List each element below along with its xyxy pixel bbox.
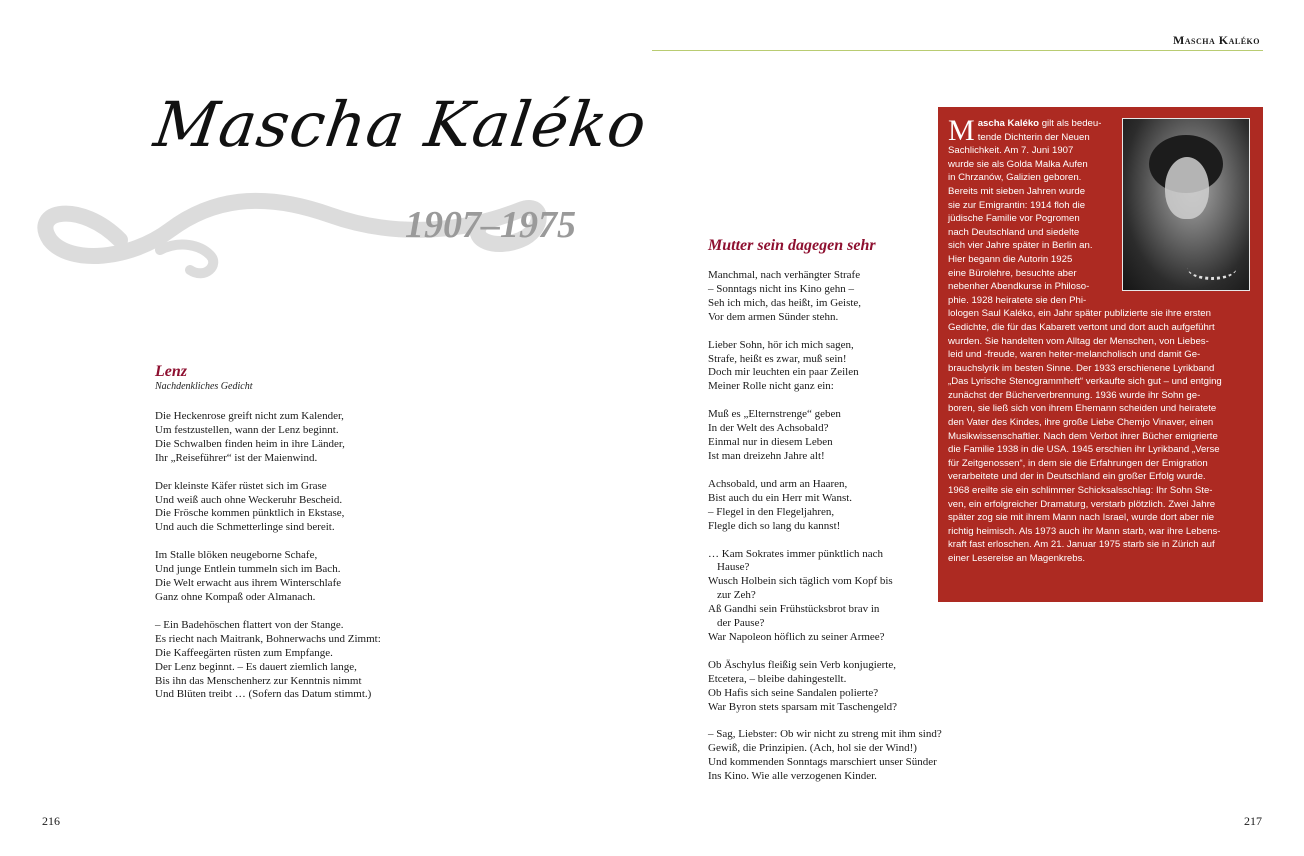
poem-line: Und kommenden Sonntags marschiert unser Sünder <box>708 756 937 769</box>
biography-lead-rest: gilt als bedeu- <box>1039 118 1102 129</box>
poem-line: – Flegel in den Flegeljahren, <box>708 505 835 518</box>
poem-lenz <box>155 363 381 716</box>
biography-line: verarbeitete und der in Deutschland ein großer Erfolg wurde. <box>948 471 1206 483</box>
poem-line: Im Stalle blöken neugeborne Schafe, <box>155 549 318 562</box>
biography-box <box>938 107 1263 602</box>
stanza <box>708 269 942 325</box>
poem-line: Ihr „Reiseführer“ ist der Maienwind. <box>155 451 318 464</box>
biography-line: Bereits mit sieben Jahren wurde <box>948 185 1086 197</box>
poem-line: Etcetera, – bleibe dahingestellt. <box>708 672 847 685</box>
poem-line: War Napoleon höflich zu seiner Armee? <box>708 630 885 643</box>
poem-line: Der kleinste Käfer rüstet sich im Grase <box>155 479 327 492</box>
stanza <box>708 478 942 534</box>
poem-line: – Sonntags nicht ins Kino gehn – <box>708 282 855 295</box>
poem-line: der Pause? <box>717 617 765 630</box>
stanza <box>708 548 942 645</box>
poem-line: – Sag, Liebster: Ob wir nicht zu streng mit ihm sind? <box>708 728 942 741</box>
poem-line: Aß Gandhi sein Frühstücksbrot brav in <box>708 603 880 616</box>
page-title: Mascha Kaléko <box>149 88 652 161</box>
poem-line: Es riecht nach Maitrank, Bohnerwachs und Zimmt: <box>155 632 381 645</box>
biography-line: Hier begann die Autorin 1925 <box>948 253 1073 265</box>
poem-line: Strafe, heißt es zwar, muß sein! <box>708 352 847 365</box>
biography-line: „Das Lyrische Stenogrammheft“ verkaufte sich gut – und entging <box>948 376 1222 388</box>
poem-line: Seh ich mich, das heißt, im Geiste, <box>708 296 862 309</box>
biography-line: einer Lesereise an Magenkrebs. <box>948 553 1086 564</box>
poem-line: … Kam Sokrates immer pünktlich nach <box>708 547 884 560</box>
biography-line: sich vier Jahre später in Berlin an. <box>948 240 1093 252</box>
life-years: 1907–1975 <box>405 204 576 246</box>
stanza <box>708 659 942 715</box>
stanza <box>708 728 942 784</box>
poem-line: Lieber Sohn, hör ich mich sagen, <box>708 338 854 351</box>
stanza <box>155 549 381 605</box>
poem-line: Ob Hafis sich seine Sandalen polierte? <box>708 686 879 699</box>
poem-line: Achsobald, und arm an Haaren, <box>708 477 848 490</box>
biography-line: lologen Saul Kaléko, ein Jahr später publizierte sie ihre ersten <box>948 308 1211 320</box>
poem-line: Und weiß auch ohne Weckeruhr Bescheid. <box>155 493 343 506</box>
page-number-left: 216 <box>42 814 60 828</box>
biography-line: leid und -freude, waren heiter-melancholisch und damit Ge- <box>948 349 1201 361</box>
running-header: Mascha Kaléko <box>1172 33 1260 47</box>
poem-line: Flegle dich so lang du kannst! <box>708 519 841 532</box>
biography-text <box>948 114 1222 566</box>
poem-line: Doch mir leuchten ein paar Zeilen <box>708 366 859 379</box>
poem-body <box>708 269 942 784</box>
poem-title: Lenz <box>155 363 187 380</box>
poem-line: Ins Kino. Wie alle verzogenen Kinder. <box>708 770 877 783</box>
biography-line: brauchslyrik im besten Sinne. Der 1933 erschienene Lyrikband <box>948 362 1215 374</box>
poem-line: Die Schwalben finden heim in ihre Länder, <box>155 437 345 450</box>
biography-line: wurde sie als Golda Malka Aufen <box>948 158 1088 170</box>
biography-line: ven, ein erfolgreicher Dramaturg, verstarb plötzlich. Zwei Jahre <box>948 498 1216 510</box>
poem-line: Muß es „Elternstrenge“ geben <box>708 408 841 421</box>
biography-line: für Zeitgenossen“, in dem sie die Erfahrungen der Emigration <box>948 457 1208 469</box>
poem-line: Die Frösche kommen pünktlich in Ekstase, <box>155 507 345 520</box>
biography-line: 1968 ereilte sie ein schlimmer Schicksalsschlag: Ihr Sohn Ste- <box>948 485 1213 497</box>
poem-line: Ob Äschylus fleißig sein Verb konjugierte, <box>708 658 896 671</box>
header-rule <box>652 50 1263 51</box>
poem-line: Gewiß, die Prinzipien. (Ach, hol sie der Wind!) <box>708 742 917 755</box>
poem-title: Mutter sein dagegen sehr <box>708 237 876 254</box>
poem-line: Meiner Rolle nicht ganz ein: <box>708 380 834 393</box>
poem-line: Wusch Holbein sich täglich vom Kopf bis <box>708 575 893 588</box>
poem-line: Die Welt erwacht aus ihrem Winterschlafe <box>155 577 342 590</box>
biography-line: phie. 1928 heiratete sie den Phi- <box>948 294 1087 306</box>
poem-line: War Byron stets sparsam mit Taschengeld? <box>708 700 898 713</box>
biography-line: später zog sie mit ihrem Mann nach Israel, wurde dort aber nie <box>948 512 1215 524</box>
biography-line: Gedichte, die für das Kabarett vertont und dort auch aufgeführt <box>948 321 1215 333</box>
biography-line: kraft fast erloschen. Am 21. Januar 1975 starb sie in Zürich auf <box>948 539 1215 551</box>
poem-line: Hause? <box>717 561 750 574</box>
poem-line: Und Blüten treibt … (Sofern das Datum stimmt.) <box>155 688 372 701</box>
poem-line: Ganz ohne Kompaß oder Almanach. <box>155 590 316 603</box>
poem-line: zur Zeh? <box>717 589 756 602</box>
biography-line: Sachlichkeit. Am 7. Juni 1907 <box>948 145 1074 157</box>
stanza <box>155 619 381 702</box>
poem-line: Einmal nur in diesem Leben <box>708 436 833 449</box>
biography-line: nach Deutschland und siedelte <box>948 226 1080 238</box>
poem-subtitle: Nachdenkliches Gedicht <box>155 381 253 392</box>
poem-line: Und auch die Schmetterlinge sind bereit. <box>155 521 335 534</box>
poem-line: Die Kaffeegärten rüsten zum Empfange. <box>155 646 333 659</box>
biography-line: die Familie 1938 in die USA. 1945 erschien ihr Lyrikband „Verse <box>948 444 1220 456</box>
drop-cap: M <box>948 114 975 147</box>
stanza <box>708 408 942 464</box>
biography-lead-name: ascha Kaléko <box>977 118 1040 129</box>
poem-line: Ist man dreizehn Jahre alt! <box>708 449 825 462</box>
poem-line: Manchmal, nach verhängter Strafe <box>708 269 861 281</box>
poem-line: Der Lenz beginnt. – Es dauert ziemlich lange, <box>155 660 357 673</box>
biography-line: eine Bürolehre, besuchte aber <box>948 267 1077 279</box>
biography-line: Musikwissenschaftler. Nach dem Verbot ihrer Bücher emigrierte <box>948 430 1218 442</box>
poem-mutter <box>708 237 942 798</box>
biography-line: sie zur Emigrantin: 1914 floh die <box>948 199 1086 211</box>
poem-line: Die Heckenrose greift nicht zum Kalender, <box>155 410 344 422</box>
poem-line: In der Welt des Achsobald? <box>708 422 829 435</box>
poem-line: Und junge Entlein tummeln sich im Bach. <box>155 563 341 576</box>
stanza <box>155 410 381 466</box>
biography-line: zunächst der Bücherverbrennung. 1936 wurde ihr Sohn ge- <box>948 389 1201 401</box>
biography-line: den Vater des Kindes, ihre große Liebe Chemjo Vinaver, einen <box>948 417 1214 429</box>
biography-line: nebenher Abendkurse in Philoso- <box>948 281 1090 293</box>
poem-line: Bis ihn das Menschenherz zur Kenntnis nimmt <box>155 674 362 687</box>
page-number-right: 217 <box>1244 814 1262 828</box>
stanza <box>155 480 381 536</box>
poem-body <box>155 410 381 702</box>
poem-line: Vor dem armen Sünder stehn. <box>708 310 839 323</box>
biography-line: wurden. Sie handelten vom Alltag der Menschen, von Liebes- <box>948 335 1209 347</box>
poem-line: – Ein Badehöschen flattert von der Stange. <box>155 618 344 631</box>
biography-line: jüdische Familie vor Pogromen <box>948 213 1080 225</box>
biography-line: in Chrzanów, Galizien geboren. <box>948 172 1082 184</box>
biography-line: boren, sie ließ sich von ihrem Ehemann scheiden und heiratete <box>948 403 1217 415</box>
poem-line: Um festzustellen, wann der Lenz beginnt. <box>155 423 339 436</box>
poem-line: Bist auch du ein Herr mit Wanst. <box>708 491 853 504</box>
biography-line: tende Dichterin der Neuen <box>977 131 1090 143</box>
biography-line: richtig heimisch. Als 1973 auch ihr Mann starb, war ihre Lebens- <box>948 525 1221 537</box>
stanza <box>708 339 942 395</box>
